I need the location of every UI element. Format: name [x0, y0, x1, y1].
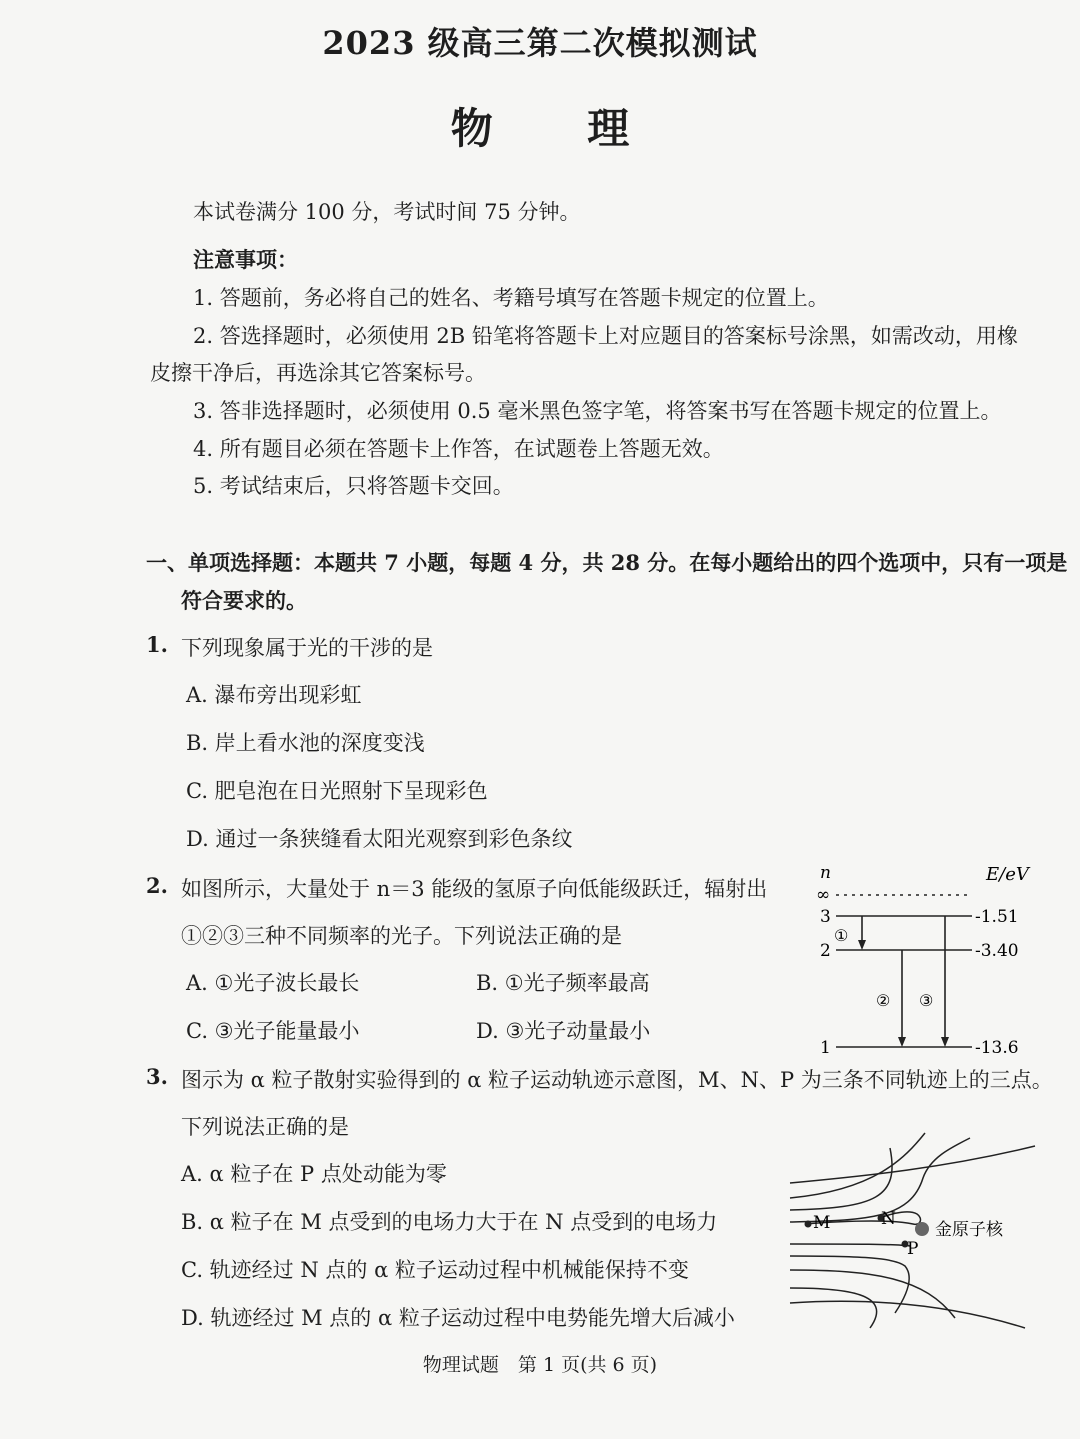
- notice-item: 4. 所有题目必须在答题卡上作答，在试题卷上答题无效。: [193, 437, 724, 461]
- gold-nucleus: [915, 1222, 929, 1236]
- notice-item: 2. 答选择题时，必须使用 2B 铅笔将答题卡上对应题目的答案标号涂黑，如需改动，用橡: [193, 324, 1018, 348]
- trajectory-line: [790, 1256, 909, 1313]
- subject-title: 物 理: [450, 104, 670, 153]
- notice-item: 皮擦干净后，再选涂其它答案标号。: [150, 361, 486, 385]
- option-c: C. 轨迹经过 N 点的 α 粒子运动过程中机械能保持不变: [181, 1258, 689, 1282]
- question-stem-cont: 下列说法正确的是: [181, 1115, 349, 1139]
- section-heading-cont: 符合要求的。: [181, 588, 307, 613]
- trajectory-line: [790, 1270, 955, 1318]
- level-energy-2: -3.40: [975, 941, 1019, 961]
- point-m-dot: [805, 1221, 812, 1228]
- question-stem: 如图所示，大量处于 n＝3 能级的氢原子向低能级跃迁，辐射出: [181, 877, 768, 901]
- point-m-label: M: [813, 1213, 831, 1233]
- trajectory-line: [790, 1133, 925, 1198]
- notice-item: 3. 答非选择题时，必须使用 0.5 毫米黑色签字笔，将答案书写在答题卡规定的位置上。: [193, 399, 1002, 423]
- option-a: A. ①光子波长最长: [186, 971, 360, 995]
- transition-arrowhead-3: [941, 1037, 949, 1047]
- trajectory-line: [790, 1244, 910, 1246]
- option-b: B. 岸上看水池的深度变浅: [186, 731, 425, 755]
- question-stem: 下列现象属于光的干涉的是: [181, 636, 433, 660]
- option-d: D. ③光子动量最小: [476, 1019, 651, 1043]
- trajectory-line: [790, 1288, 877, 1328]
- transition-label-3: ③: [919, 991, 934, 1010]
- point-n-label: N: [881, 1209, 896, 1229]
- score-time: 本试卷满分 100 分，考试时间 75 分钟。: [193, 200, 581, 224]
- energy-axis-label: E/eV: [986, 864, 1029, 885]
- transition-label-2: ②: [876, 991, 891, 1010]
- question-stem-cont: ①②③三种不同频率的光子。下列说法正确的是: [181, 924, 622, 948]
- option-a: A. 瀑布旁出现彩虹: [186, 683, 362, 707]
- question-stem: 图示为 α 粒子散射实验得到的 α 粒子运动轨迹示意图，M、N、P 为三条不同轨迹上的三点。: [181, 1068, 1053, 1092]
- transition-arrowhead-1: [858, 940, 866, 950]
- question-number: 2.: [146, 873, 168, 898]
- transition-label-1: ①: [834, 926, 849, 945]
- trajectory-line: [790, 1146, 1035, 1183]
- transition-arrowhead-2: [898, 1037, 906, 1047]
- level-n-1: 1: [820, 1038, 831, 1058]
- notice-title: 注意事项：: [193, 247, 298, 272]
- nucleus-label: 金原子核: [935, 1220, 1003, 1240]
- alpha-scattering-diagram: [785, 1128, 1045, 1338]
- level-energy-1: -13.6: [975, 1038, 1019, 1058]
- option-d: D. 通过一条狭缝看太阳光观察到彩色条纹: [186, 827, 573, 851]
- page-footer: 物理试题 第 1 页(共 6 页): [422, 1354, 658, 1376]
- level-n-2: 2: [820, 941, 831, 961]
- question-number: 3.: [146, 1064, 168, 1089]
- section-heading: 一、单项选择题：本题共 7 小题，每题 4 分，共 28 分。在每小题给出的四个选项中，只有一项是: [146, 550, 1068, 575]
- option-b: B. ①光子频率最高: [476, 971, 650, 995]
- option-a: A. α 粒子在 P 点处动能为零: [181, 1162, 447, 1186]
- option-c: C. ③光子能量最小: [186, 1019, 360, 1043]
- level-energy-3: -1.51: [975, 907, 1019, 927]
- question-number: 1.: [146, 632, 168, 657]
- energy-level-diagram: [800, 860, 1050, 1065]
- trajectory-line: [790, 1148, 892, 1210]
- option-d: D. 轨迹经过 M 点的 α 粒子运动过程中电势能先增大后减小: [181, 1306, 735, 1330]
- option-c: C. 肥皂泡在日光照射下呈现彩色: [186, 779, 488, 803]
- point-p-label: P: [907, 1239, 919, 1259]
- exam-title: 2023 级高三第二次模拟测试: [322, 24, 758, 62]
- level-n-3: 3: [820, 907, 831, 927]
- notice-item: 1. 答题前，务必将自己的姓名、考籍号填写在答题卡规定的位置上。: [193, 286, 829, 310]
- option-b: B. α 粒子在 M 点受到的电场力大于在 N 点受到的电场力: [181, 1210, 718, 1234]
- n-axis-label: n: [820, 863, 831, 883]
- notice-item: 5. 考试结束后，只将答题卡交回。: [193, 474, 514, 498]
- trajectory-line: [790, 1301, 1025, 1328]
- level-n-inf: ∞: [816, 885, 831, 905]
